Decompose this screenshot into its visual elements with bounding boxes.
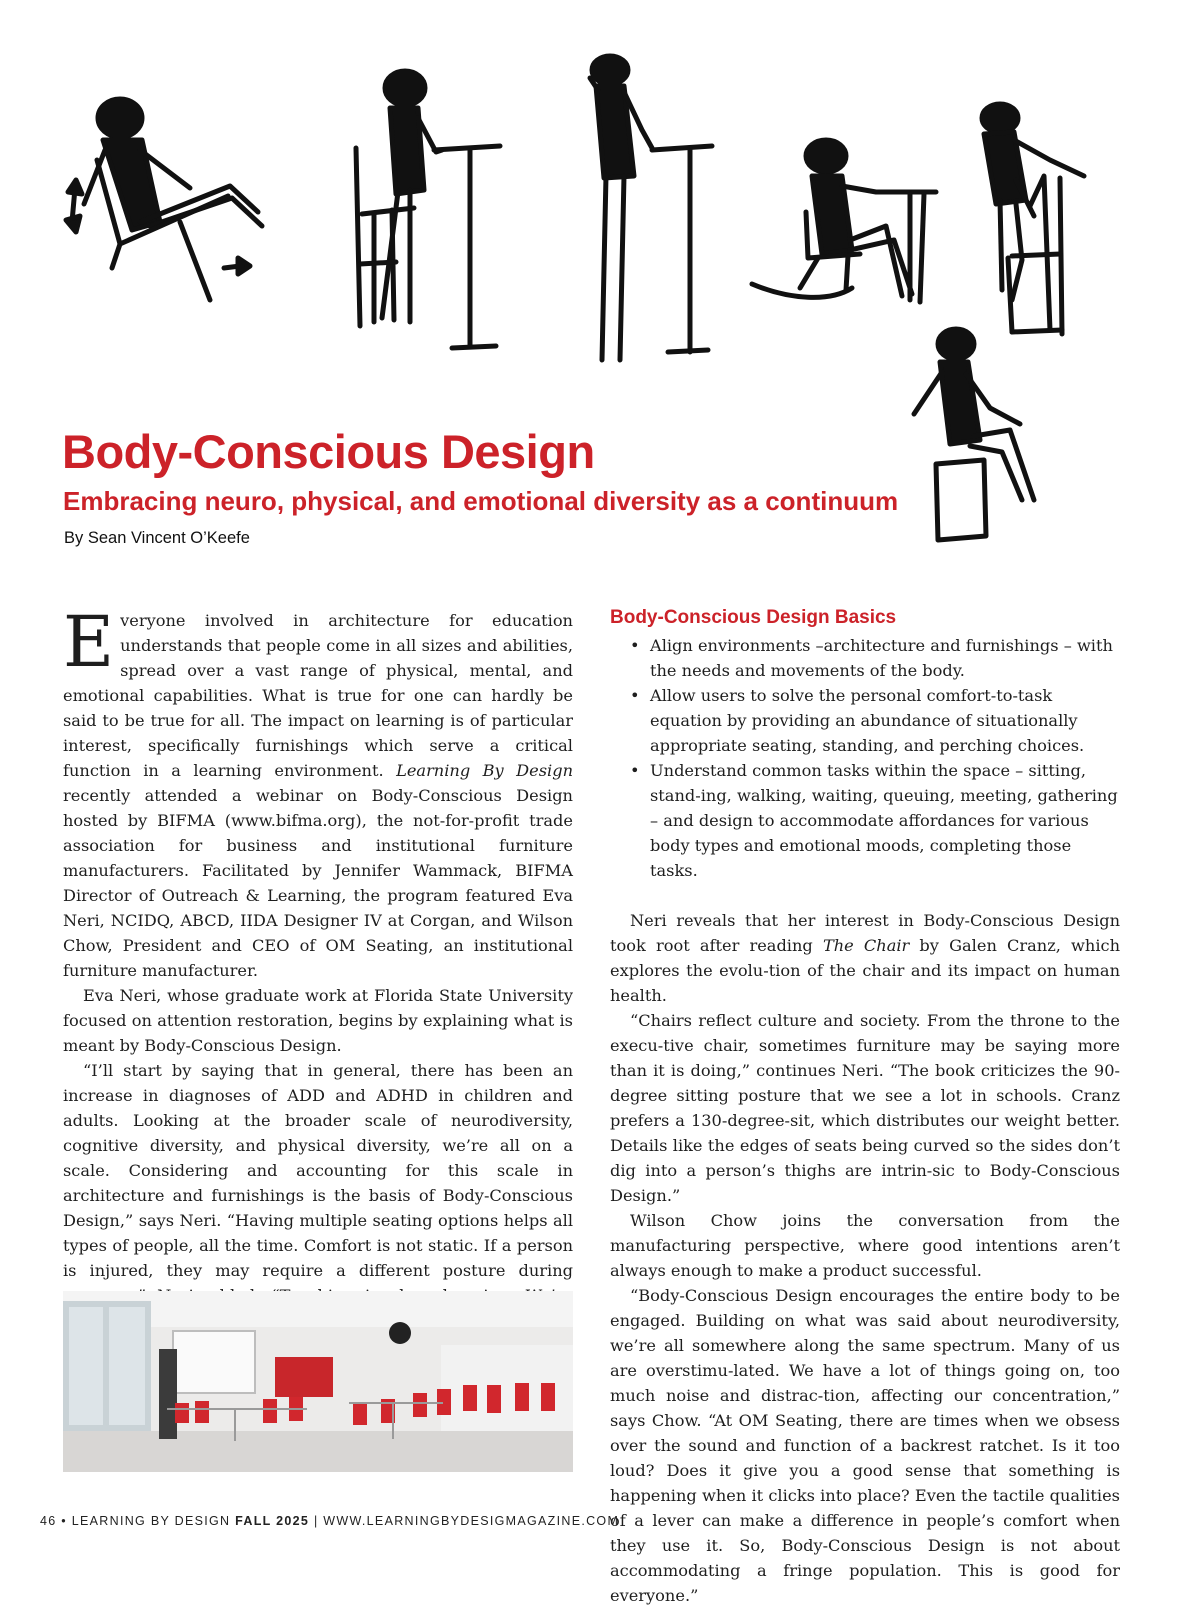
rocking-chair-figure-sketch <box>752 138 936 302</box>
list-item-text: Understand common tasks within the space – sitting, stand-ing, walking, waiting, queuing, meeting, gathering – and design to accommodate affordances for various body types and emotional moods, completing those tasks. <box>650 761 1118 880</box>
list-item <box>610 633 1120 683</box>
body-paragraph: Eva Neri, whose graduate work at Florida State University focused on attention restoration, begins by explaining what is meant by Body-Conscious Design. <box>63 986 573 1055</box>
paragraph-text: veryone involved in architecture for education understands that people come in all sizes and abilities, spread over a vast range of physical, mental, and emotional capabilities. What is true for one can hardly be said to be true for all. The impact on learning is of particular interest, specifically furnishings which serve a critical function in a learning environment. <box>63 611 573 780</box>
page-number: 46 <box>40 1514 57 1528</box>
article-title: Body-Conscious Design <box>62 425 595 478</box>
paragraph-text: by Galen Cranz, which explores the evolu-tion of the chair and its impact on human health. <box>610 936 1121 1005</box>
body-paragraph <box>610 908 1120 1008</box>
cube-sitting-figure-sketch <box>914 327 1034 540</box>
body-paragraph: “Body-Conscious Design encourages the entire body to be engaged. Building on what was said about neurodiversity, we’re all somewhere along the same spectrum. Many of us are overstimu-lated. We have a lot of things going on, too much noise and distrac-tion, affecting our concentration,” says Chow. “At OM Seating, there are times when we obsess over the sound and function of a backrest ratchet. Is it too loud? Does it give you a good sense that something is happening when it clicks into place? Even the tactile qualities of a lever can make a difference in people’s comfort when they use it. So, Body-Conscious Design is not about accommodating a fringe population. This is good for everyone.” <box>610 1286 1120 1605</box>
bullet: • <box>630 636 640 655</box>
drop-cap: E <box>63 601 115 683</box>
list-item-text: Allow users to solve the personal comfort-to-task equation by providing an abundance of situationally appropriate seating, standing, and perching choices. <box>650 686 1085 755</box>
body-paragraph: “I’ll start by saying that in general, there has been an increase in diagnoses of ADD and ADHD in children and adults. Looking at the broader scale of neurodiversity, cognitive diversity, and physical diversity, we’re all on a scale. Considering and accounting for this scale in architecture and furnishings is the basis of Body-Conscious Design,” says Neri. “Having multiple seating options helps all types of people, all the time. Comfort is not static. If a person is injured, they may require a different posture during <box>63 1061 573 1280</box>
leaning-figure-sketch <box>980 102 1084 334</box>
classroom-photo <box>63 1291 573 1472</box>
website-link[interactable]: WWW.LEARNINGBYDESIGMAGAZINE.COM <box>323 1514 620 1528</box>
page-footer <box>40 1514 619 1528</box>
left-column <box>63 601 573 1383</box>
footer-divider: | <box>313 1514 319 1528</box>
paragraph-text: Neri reveals that her interest in Body-Conscious Design took root after reading <box>610 911 1120 955</box>
magazine-name: LEARNING BY DESIGN <box>71 1514 231 1528</box>
footer-bullet: • <box>61 1514 67 1528</box>
right-column <box>610 605 1120 1608</box>
bullet: • <box>630 761 640 780</box>
publication-name: Learning By Design <box>396 761 573 780</box>
paragraph-text: recently attended a webinar on Body-Conscious Design hosted by BIFMA (www.bifma.org), the not-for-profit trade association for business and institutional furniture manufacturers. Facilitated by Jennifer Wammack, BIFMA Director of Outreach & Learning, the program featured Eva Neri, NCIDQ, ABCD, IIDA Designer IV at Corgan, and Wilson Chow, President and CEO of OM Seating, an institutional furniture manufacturer. <box>63 786 573 980</box>
perching-figure-sketch <box>356 69 500 348</box>
book-title: The Chair <box>822 936 910 955</box>
issue-label: FALL 2025 <box>235 1514 310 1528</box>
bullet: • <box>630 686 640 705</box>
list-item-text: Align environments –architecture and furnishings – with the needs and movements of the body. <box>650 636 1113 680</box>
list-item <box>610 683 1120 758</box>
reclining-figure-sketch <box>66 97 262 300</box>
sidebar-heading: Body-Conscious Design Basics <box>610 607 897 628</box>
article-subtitle: Embracing neuro, physical, and emotional diversity as a continuum <box>63 486 899 516</box>
article-byline: By Sean Vincent O’Keefe <box>64 529 250 547</box>
standing-figure-sketch <box>590 54 712 360</box>
basics-list <box>610 633 1120 883</box>
body-paragraph: Wilson Chow joins the conversation from the manufacturing perspective, where good intentions aren’t always enough to make a product successful. <box>610 1211 1120 1280</box>
list-item <box>610 758 1120 883</box>
body-paragraph <box>63 601 573 983</box>
body-paragraph: “Chairs reflect culture and society. From the throne to the execu-tive chair, sometimes furniture may be saying more than it is doing,” continues Neri. “The book criticizes the 90-degree sitting posture that we see a lot in schools. Cranz prefers a 130-degree-sit, which distributes our weight better. Details like the edges of seats being curved so the sides don’t dig into a person’s thighs are intrin-sic to Body-Conscious Design.” <box>610 1011 1120 1205</box>
